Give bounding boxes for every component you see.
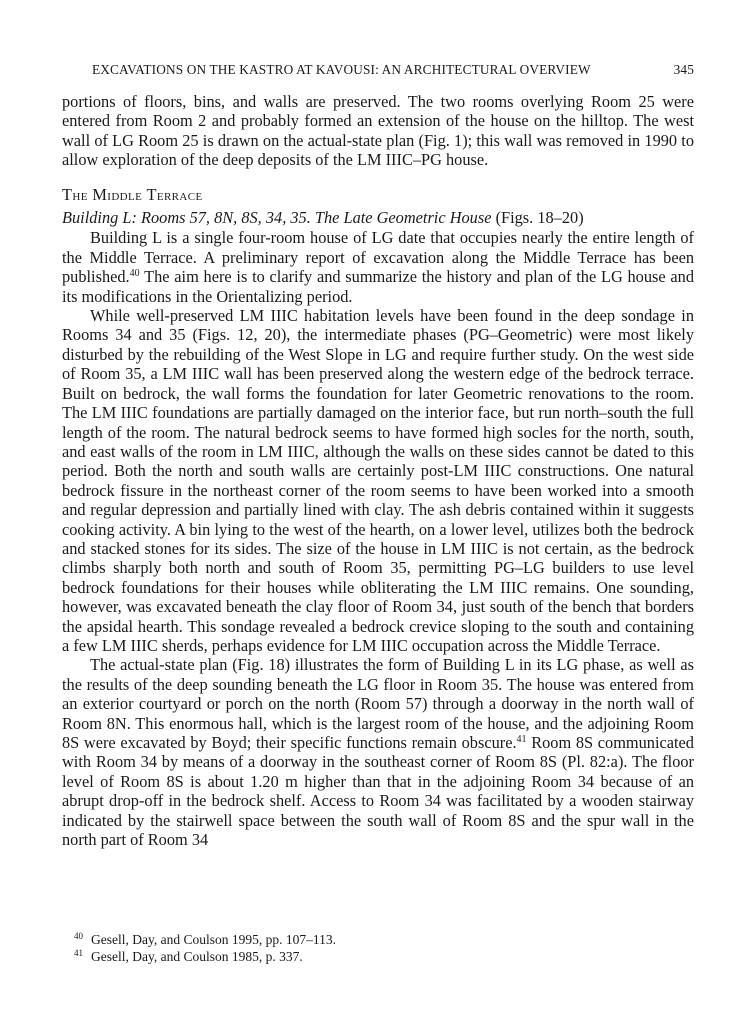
section-heading: The Middle Terrace <box>62 184 203 204</box>
running-head-title: EXCAVATIONS ON THE KASTRO AT KAVOUSI: AN ARCHITECTURAL OVERVIEW <box>92 62 591 77</box>
paragraph-continued: portions of floors, bins, and walls are preserved. The two rooms overlying Room 25 were entered from Room 2 and probably formed an extension of the house on the hilltop. The west wall of LG Room 25 is drawn on the actual-state plan (Fig. 1); this wall was removed in 1990 to allow exploration of the deep deposits of the LM IIIC–PG house. <box>62 92 694 170</box>
footnote-number: 41 <box>74 948 83 958</box>
footnote-text: Gesell, Day, and Coulson 1995, pp. 107–113. <box>91 932 336 947</box>
paragraph-building-l <box>62 228 694 306</box>
footnote-number: 40 <box>74 931 83 941</box>
footnote-ref-41[interactable]: 41 <box>516 734 527 745</box>
footnote-text: Gesell, Day, and Coulson 1985, p. 337. <box>91 949 303 964</box>
footnote <box>62 931 694 948</box>
subheading-figures: (Figs. 18–20) <box>495 208 584 228</box>
main-text <box>62 92 694 849</box>
paragraph-text: The aim here is to clarify and summarize the history and plan of the LG house and its modifications in the Orientalizing period. <box>62 267 694 306</box>
page-number: 345 <box>673 62 694 77</box>
paragraph-text: Room 8S communicated with Room 34 by means of a doorway in the southeast corner of Room 8S (Pl. 82:a). The floor level of Room 8S is about 1.20 m higher than that in the adjoining Room 34 because of an abrupt drop-off in the bedrock shelf. Access to Room 34 was facilitated by a wooden stairway indicated by the stairwell space between the south wall of Room 8S and the spur wall in the north part of Room 34 <box>62 733 694 850</box>
subheading-title: Building L: Rooms 57, 8N, 8S, 34, 35. The Late Geometric House <box>62 208 492 228</box>
footnotes <box>62 931 694 965</box>
paragraph-lm-iiic: While well-preserved LM IIIC habitation levels have been found in the deep sondage in Rooms 34 and 35 (Figs. 12, 20), the intermediate phases (PG–Geometric) were most likely disturbed by the rebuilding of the West Slope in LG and require further study. On the west side of Room 35, a LM IIIC wall has been preserved along the western edge of the bedrock terrace. Built on bedrock, the wall forms the foundation for later Geometric renovations to the room. The LM IIIC foundations are partially damaged on the interior face, but run north–south the full length of the room. The natural bedrock seems to have formed high socles for the north, south, and east walls of the room in LM IIIC, although the walls on these sides cannot be dated to this period. Both the north and south walls are certainly post-LM IIIC constructions. One natural bedrock fissure in the northeast corner of the room seems to have been worked into a smooth and regular depression and partially lined with clay. The ash debris contained within it suggests cooking activity. A bin lying to the west of the hearth, on a lower level, utilizes both the bedrock and stacked stones for its sides. The size of the house in LM IIIC is not certain, as the bedrock climbs sharply both north and south of Room 35, permitting PG–LG builders to use level bedrock foundations for their houses while obliterating the LM IIIC remains. One sounding, however, was excavated beneath the clay floor of Room 34, just south of the bench that borders the apsidal hearth. This sondage revealed a bedrock crevice sloping to the south and containing a few LM IIIC sherds, perhaps evidence for LM IIIC occupation across the Middle Terrace. <box>62 306 694 655</box>
paragraph-text: The actual-state plan (Fig. 18) illustrates the form of Building L in its LG phase, as well as the results of the deep sounding beneath the LG floor in Room 35. The house was entered from an exterior courtyard or porch on the north (Room 57) through a doorway in the north wall of Room 8N. This enormous hall, which is the largest room of the house, and the adjoining Room 8S were excavated by Boyd; their specific functions remain obscure. <box>62 655 694 752</box>
page <box>62 0 694 1024</box>
paragraph-actual-state-plan <box>62 655 694 849</box>
paragraph-text: Building L is a single four-room house of LG date that occupies nearly the entire length of the Middle Terrace. A preliminary report of excavation along the Middle Terrace has been published. <box>62 228 694 287</box>
subheading <box>62 208 694 227</box>
running-head <box>92 62 694 78</box>
footnote <box>62 948 694 965</box>
footnote-ref-40[interactable]: 40 <box>129 268 140 280</box>
